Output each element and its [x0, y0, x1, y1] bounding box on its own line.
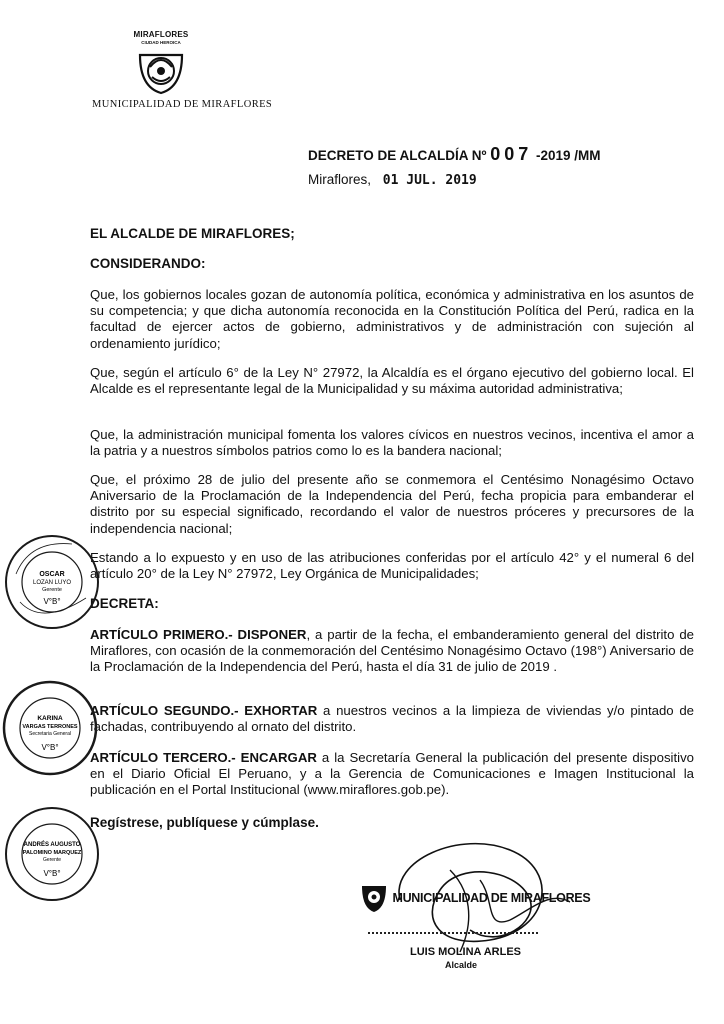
svg-text:V°B°: V°B°	[43, 597, 61, 606]
decree-suffix: -2019 /MM	[536, 148, 601, 163]
paragraph-civic-values: Que, la administración municipal fomenta los valores cívicos en nuestros vecinos, incentiva el amor a la patria y a nuestros símbolos patrios como lo es la bandera nacional;	[90, 427, 694, 459]
svg-text:V°B°: V°B°	[41, 743, 59, 752]
signature-stamp	[360, 882, 590, 914]
paragraph-autonomy: Que, los gobiernos locales gozan de autonomía política, económica y administrativa en los asuntos de su competencia; y que dicha autonomía reconocida en la Constitución Política del Perú, radica en la facultad de ejercer actos de gobierno, administrativos y de administración con sujeción al ordenamiento jurídico;	[90, 287, 694, 351]
article-second-text: a nuestros vecinos a la limpieza de viviendas y/o pintado de fachadas, contribuyendo al ornato del distrito.	[90, 703, 694, 735]
article-third-text: a la Secretaría General la publicación del presente dispositivo en el Diario Oficial El Peruano, y a la Gerencia de Comunicaciones e Imagen Institucional la publicación en el Portal Institucional (www.miraflores.gob.pe).	[90, 750, 694, 798]
article-first-text: , a partir de la fecha, el embanderamiento general del distrito de Miraflores, con ocasión de la conmemoración del Centésimo Nonagésimo Octavo (198°) Aniversario de la Proclamación de la Independencia del Perú, hasta el día 31 de julio de 2019 .	[90, 627, 695, 675]
institution-name: MUNICIPALIDAD DE MIRAFLORES	[92, 99, 273, 110]
logo-title: MIRAFLORES	[133, 30, 189, 39]
seal-asesoria-juridica	[0, 804, 104, 904]
decree-number: 007	[490, 144, 533, 164]
svg-text:VARGAS TERRONES: VARGAS TERRONES	[22, 724, 78, 730]
decree-title	[308, 144, 601, 165]
svg-text:Gerente: Gerente	[42, 857, 62, 863]
closing-formula: Regístrese, publíquese y cúmplase.	[90, 815, 319, 830]
considering-heading: CONSIDERANDO:	[90, 256, 206, 271]
decree-label: DECRETO DE ALCALDÍA Nº	[308, 148, 487, 163]
seal-gerencia-municipal	[2, 532, 102, 632]
logo-subtitle: CIUDAD HEROICA	[141, 40, 181, 45]
svg-text:OSCAR: OSCAR	[39, 571, 65, 578]
svg-text:Secretaria General: Secretaria General	[29, 731, 71, 737]
article-second-title: ARTÍCULO SEGUNDO.- EXHORTAR	[90, 703, 318, 718]
miraflores-emblem-icon	[136, 47, 186, 95]
svg-text:ANDRÉS AUGUSTO: ANDRÉS AUGUSTO	[23, 842, 81, 848]
paragraph-mayoralty: Que, según el artículo 6° de la Ley N° 27972, la Alcaldía es el órgano ejecutivo del gobierno local. El Alcalde es el representante legal de la Municipalidad y su máxima autoridad administrativa;	[90, 365, 694, 397]
paragraph-legal-basis: Estando a lo expuesto y en uso de las atribuciones conferidas por el artículo 42° y el numeral 6 del artículo 20° de la Ley N° 27972, Ley Orgánica de Municipalidades;	[90, 550, 694, 582]
seal-secretaria-general	[0, 678, 100, 778]
municipal-logo	[128, 30, 194, 100]
article-third-title: ARTÍCULO TERCERO.- ENCARGAR	[90, 750, 317, 765]
mayor-role: Alcalde	[445, 960, 478, 970]
svg-text:V°B°: V°B°	[43, 869, 61, 878]
stamp-institution: MUNICIPALIDAD DE MIRAFLORES	[392, 891, 591, 906]
addressee-heading: EL ALCALDE DE MIRAFLORES;	[90, 226, 295, 241]
date-stamp: 01 JUL. 2019	[382, 173, 477, 188]
paragraph-anniversary: Que, el próximo 28 de julio del presente año se conmemora el Centésimo Nonagésimo Octavo Aniversario de la Proclamación de la Independencia del Perú, fecha propicia para embanderar el distrito por su especial significado, recordando el valor de nuestros próceres y precursores de la independencia nacional;	[90, 472, 694, 536]
article-third	[90, 750, 694, 799]
stamp-emblem-icon	[360, 882, 388, 914]
signature-line	[368, 932, 538, 934]
decree-date-line	[308, 172, 477, 188]
article-first	[90, 627, 694, 676]
svg-text:PALOMINO MARQUEZ: PALOMINO MARQUEZ	[22, 850, 82, 856]
mayor-name: LUIS MOLINA ARLES	[410, 946, 522, 958]
svg-text:KARINA: KARINA	[37, 715, 63, 722]
svg-text:LOZAN LUYO: LOZAN LUYO	[32, 580, 72, 586]
decree-place: Miraflores,	[308, 172, 372, 187]
article-first-title: ARTÍCULO PRIMERO.- DISPONER	[90, 627, 307, 642]
article-second	[90, 703, 694, 735]
decreta-heading: DECRETA:	[90, 596, 159, 611]
svg-text:Gerente: Gerente	[42, 587, 62, 593]
